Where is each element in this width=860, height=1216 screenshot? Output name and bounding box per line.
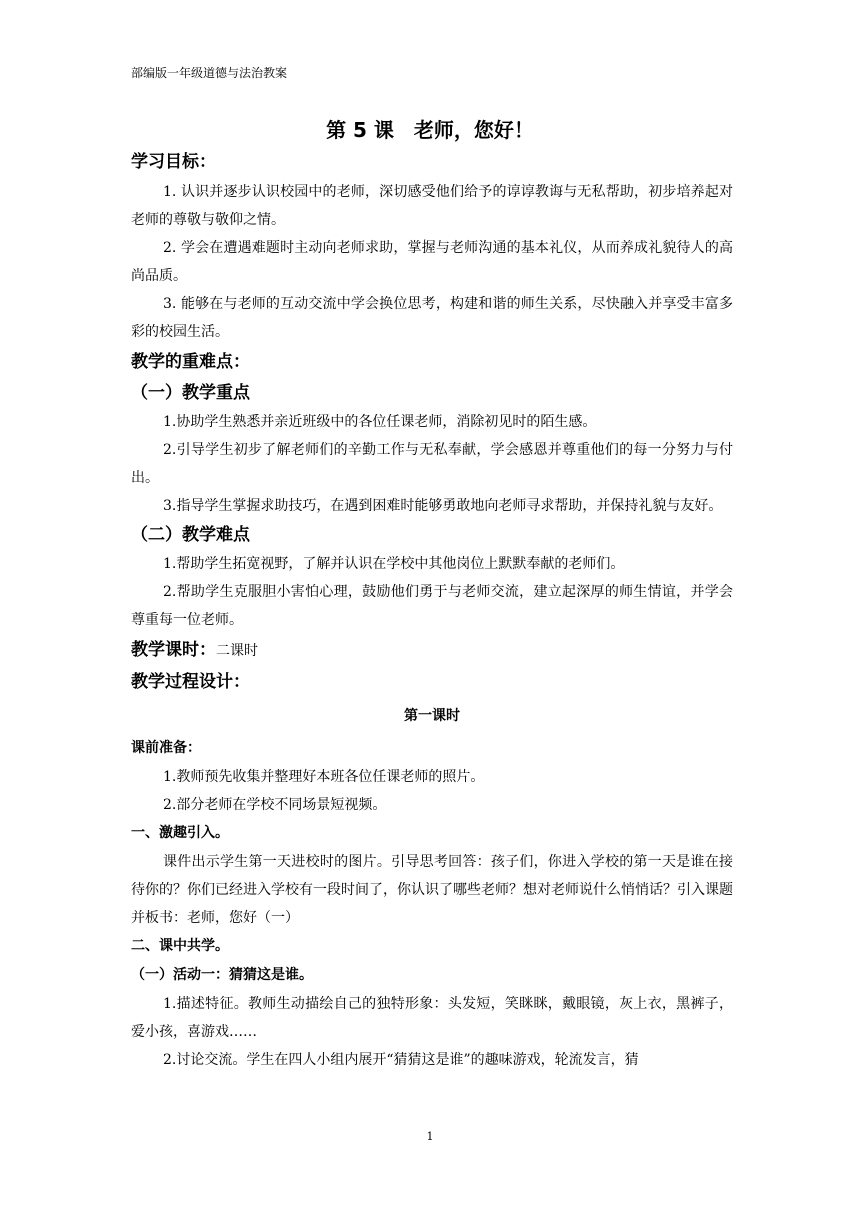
objectives-heading: 学习目标：	[131, 152, 216, 172]
part1-text: 课件出示学生第一天进校时的图片。引导思考回答：孩子们，你进入学校的第一天是谁在接待你的？你们已经进入学校有一段时间了，你认识了哪些老师？想对老师说什么悄悄话？引入课题并板书：老师，您好（一）	[131, 854, 733, 926]
class-hours-value: 二课时	[216, 643, 258, 659]
prep-item: 2.部分老师在学校不同场景短视频。	[163, 797, 387, 813]
key-points-heading: 教学的重难点：	[131, 352, 250, 372]
objective-item: 2. 学会在遭遇难题时主动向老师求助，掌握与老师沟通的基本礼仪，从而养成礼貌待人的高尚品质。	[131, 240, 733, 284]
part1-heading: 一、激趣引入。	[131, 825, 229, 841]
class-hours-label: 教学课时：	[131, 640, 216, 660]
process-heading: 教学过程设计：	[131, 672, 250, 692]
focus-item: 3.指导学生掌握求助技巧，在遇到困难时能够勇敢地向老师寻求帮助，并保持礼貌与友好。	[163, 498, 723, 514]
class-hours-row	[131, 634, 733, 666]
page-header: 部编版一年级道德与法治教案	[131, 66, 288, 80]
difficulty-item: 1.帮助学生拓宽视野，了解并认识在学校中其他岗位上默默奉献的老师们。	[163, 556, 625, 572]
lesson-title: 第 5 课 老师，您好！	[326, 118, 534, 142]
focus-item: 2.引导学生初步了解老师们的辛勤工作与无私奉献，学会感恩并尊重他们的每一分努力与付出。	[131, 442, 733, 486]
prep-item: 1.教师预先收集并整理好本班各位任课老师的照片。	[163, 769, 485, 785]
part2-heading: 二、课中共学。	[131, 938, 229, 954]
focus-heading: （一）教学重点	[131, 383, 250, 403]
activity1-item: 1.描述特征。教师生动描绘自己的独特形象：头发短，笑眯眯，戴眼镜，灰上衣，黑裤子，爱小孩，喜游戏……	[131, 996, 733, 1040]
focus-item: 1.协助学生熟悉并亲近班级中的各位任课老师，消除初见时的陌生感。	[163, 414, 597, 430]
activity1-heading: （一）活动一：猜猜这是谁。	[131, 967, 313, 983]
session-title: 第一课时	[404, 708, 460, 724]
page-number: 1	[426, 1130, 434, 1143]
difficulty-heading: （二）教学难点	[131, 525, 250, 545]
prep-heading: 课前准备：	[131, 740, 201, 756]
objective-item: 1. 认识并逐步认识校园中的老师，深切感受他们给予的谆谆教诲与无私帮助，初步培养起对老师的尊敬与敬仰之情。	[131, 184, 733, 228]
activity1-item: 2.讨论交流。学生在四人小组内展开“猜猜这是谁”的趣味游戏，轮流发言，猜	[163, 1052, 639, 1068]
document-body	[131, 146, 733, 1074]
objective-item: 3. 能够在与老师的互动交流中学会换位思考，构建和谐的师生关系，尽快融入并享受丰富多彩的校园生活。	[131, 296, 733, 340]
difficulty-item: 2.帮助学生克服胆小害怕心理，鼓励他们勇于与老师交流，建立起深厚的师生情谊，并学会尊重每一位老师。	[131, 584, 733, 628]
